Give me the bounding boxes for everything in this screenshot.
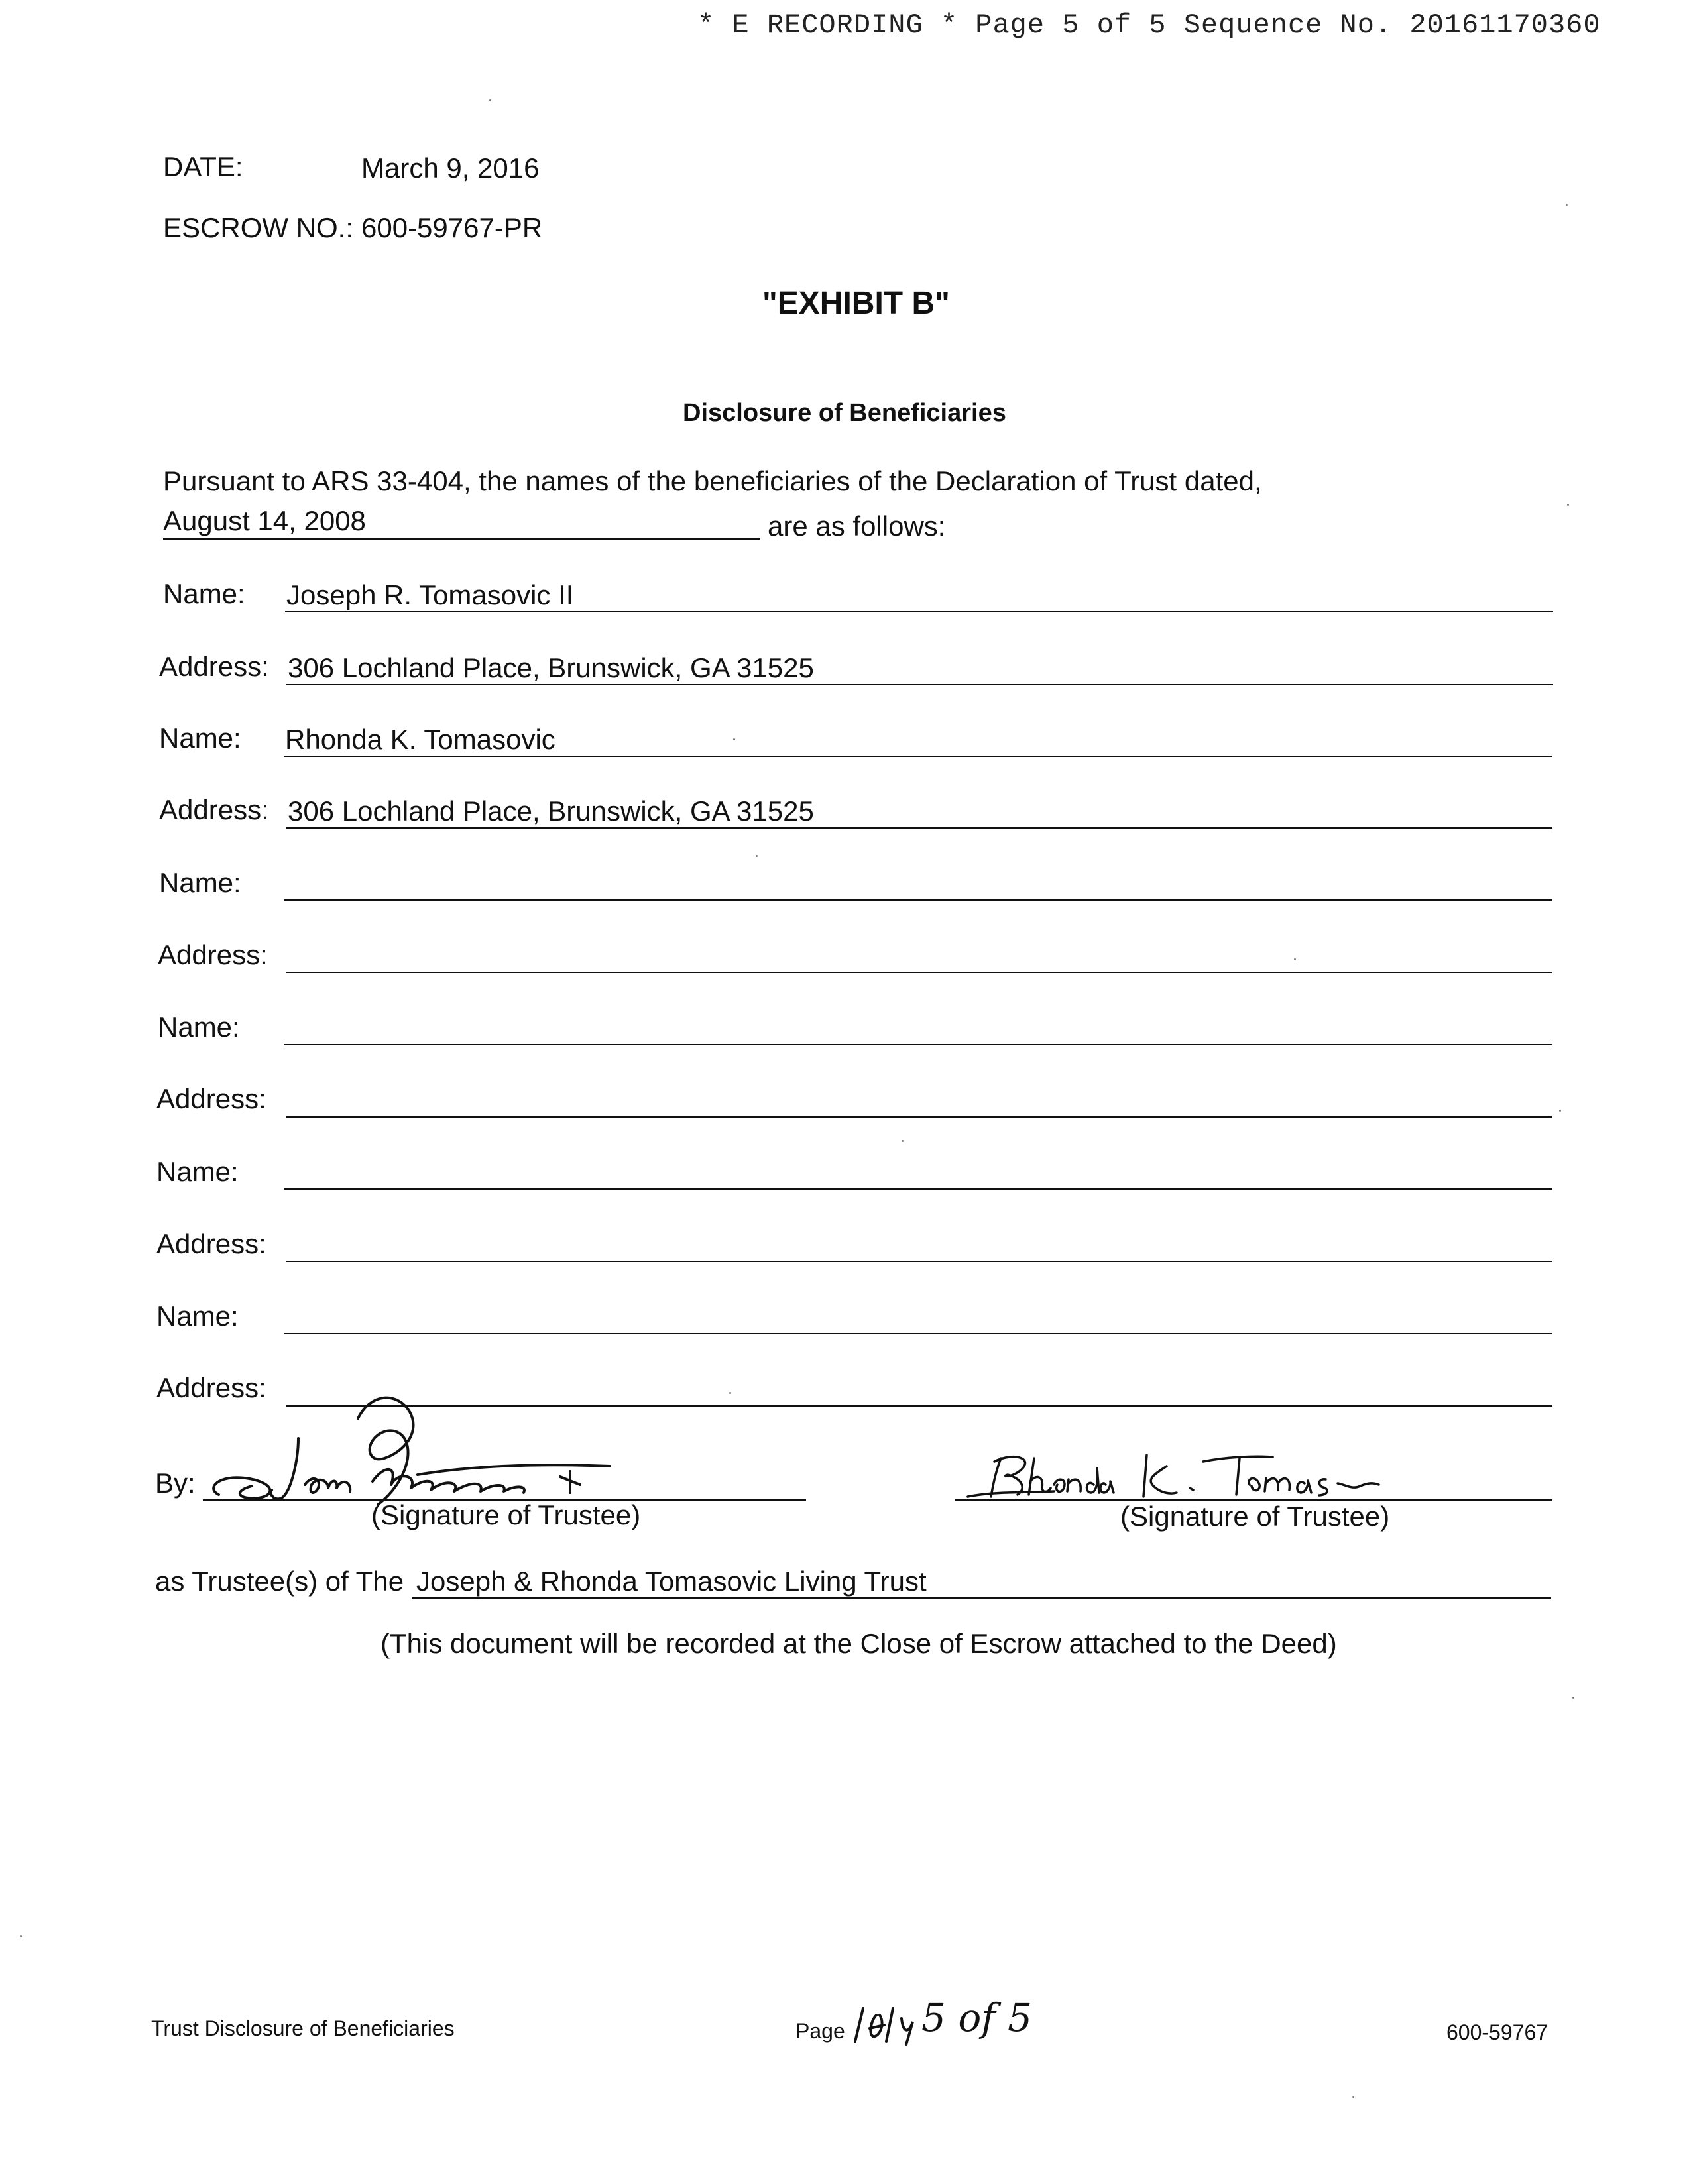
footer-left: Trust Disclosure of Beneficiaries [151, 2016, 455, 2040]
document-subtitle: Disclosure of Beneficiaries [683, 399, 1006, 427]
address-line [286, 972, 1552, 973]
document-title: "EXHIBIT B" [762, 286, 950, 321]
beneficiary-address: 306 Lochland Place, Brunswick, GA 31525 [288, 795, 814, 827]
page-strikeout-mark [850, 1995, 923, 2048]
scan-speck [756, 855, 758, 857]
left-signature [199, 1365, 716, 1511]
scan-speck [902, 1140, 904, 1142]
footer-right: 600-59767 [1446, 2020, 1548, 2044]
footer-page-label: Page [795, 2019, 845, 2043]
address-label: Address: [158, 939, 268, 970]
scan-speck [1572, 1697, 1574, 1699]
scan-speck [1567, 504, 1569, 506]
trustee-prefix: as Trustee(s) of The [155, 1566, 404, 1597]
address-label: Address: [156, 1083, 266, 1114]
by-label: By: [155, 1467, 196, 1499]
address-label: Address: [156, 1228, 266, 1259]
beneficiary-name: Rhonda K. Tomasovic [285, 724, 555, 755]
escrow-value: 600-59767-PR [361, 212, 543, 243]
scan-speck [733, 738, 735, 740]
right-signature-text [1127, 1445, 1134, 1446]
trust-name-line [412, 1597, 1551, 1599]
recording-note: (This document will be recorded at the Close of Escrow attached to the Deed) [380, 1628, 1337, 1659]
address-line [286, 684, 1553, 685]
intro-text: Pursuant to ARS 33-404, the names of the beneficiaries of the Declaration of Trust dated, [163, 465, 1262, 496]
date-value: March 9, 2016 [361, 152, 540, 184]
scan-speck [1294, 958, 1296, 960]
address-label: Address: [156, 1372, 266, 1403]
scan-speck [729, 1392, 731, 1394]
name-line [285, 611, 1553, 612]
name-label: Name: [163, 578, 245, 609]
name-line [284, 756, 1552, 757]
intro-suffix: are as follows: [768, 510, 946, 542]
name-line [284, 899, 1552, 901]
trust-name: Joseph & Rhonda Tomasovic Living Trust [416, 1566, 927, 1597]
scan-speck [489, 99, 491, 101]
name-label: Name: [156, 1156, 239, 1187]
name-label: Name: [156, 1300, 239, 1332]
left-signature-text [371, 1365, 379, 1366]
left-signature-caption: (Signature of Trustee) [371, 1499, 641, 1530]
address-label: Address: [159, 794, 269, 825]
name-line [284, 1044, 1552, 1045]
name-line [284, 1333, 1552, 1334]
trust-date-line [163, 538, 760, 540]
beneficiary-name: Joseph R. Tomasovic II [286, 579, 574, 610]
name-label: Name: [159, 867, 241, 898]
address-line [286, 827, 1552, 829]
address-line [286, 1116, 1552, 1118]
scan-speck [1352, 2096, 1354, 2098]
trust-date-value: August 14, 2008 [163, 505, 366, 536]
recording-header: * E RECORDING * Page 5 of 5 Sequence No. 20161170360 [697, 9, 1601, 41]
right-signature [955, 1438, 1419, 1505]
right-signature-caption: (Signature of Trustee) [1120, 1501, 1390, 1532]
address-label: Address: [159, 651, 269, 682]
name-label: Name: [158, 1011, 240, 1043]
address-line [286, 1261, 1552, 1262]
date-label: DATE: [163, 151, 243, 182]
scan-speck [1566, 204, 1568, 206]
scan-speck [1559, 1110, 1561, 1112]
beneficiary-address: 306 Lochland Place, Brunswick, GA 31525 [288, 652, 814, 683]
scan-speck [20, 1935, 22, 1937]
name-label: Name: [159, 722, 241, 754]
page-handwritten: 5 of 5 [921, 1995, 1033, 2040]
name-line [284, 1188, 1552, 1190]
escrow-label: ESCROW NO.: [163, 212, 354, 243]
